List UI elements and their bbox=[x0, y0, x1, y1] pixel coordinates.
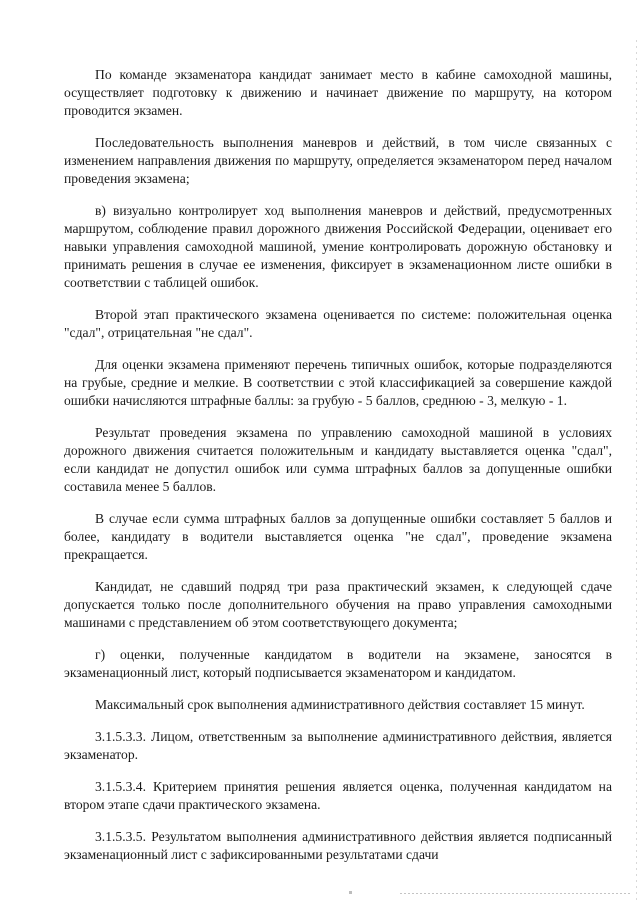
paragraph-3-1-5-3-3: 3.1.5.3.3. Лицом, ответственным за выполнение административного действия, является экзаменатор. bbox=[64, 729, 612, 762]
paragraph-fail-result: В случае если сумма штрафных баллов за допущенные ошибки составляет 5 баллов и более, кандидату в водители выставляется оценка "не сдал", проведение экзамена прекращается. bbox=[64, 511, 612, 562]
scan-dot-artifact bbox=[349, 891, 352, 894]
paragraph-pass-result: Результат проведения экзамена по управлению самоходной машиной в условиях дорожного движения считается положительным и кандидату выставляется оценка "сдал", если кандидат не допустил ошибок или сумма штрафных баллов за допущенные ошибки составила менее 5 баллов. bbox=[64, 425, 612, 494]
paragraph-item-g: г) оценки, полученные кандидатом в водители на экзамене, заносятся в экзаменационный лист, который подписывается экзаменатором и кандидатом. bbox=[64, 647, 612, 680]
paragraph-item-v: в) визуально контролирует ход выполнения маневров и действий, предусмотренных маршрутом, соблюдение правил дорожного движения Российской Федерации, оценивает его навыки управления самоходной машиной, умение контролировать дорожную обстановку и принимать решения в случае ее изменения, фиксирует в экзаменационном листе ошибки в соответствии с таблицей ошибок. bbox=[64, 203, 612, 290]
paragraph-error-classification: Для оценки экзамена применяют перечень типичных ошибок, которые подразделяются на грубые, средние и мелкие. В соответствии с этой классификацией за совершение каждой ошибки начисляются штрафные баллы: за грубую - 5 баллов, среднюю - 3, мелкую - 1. bbox=[64, 357, 612, 408]
scan-edge-artifact bbox=[636, 40, 637, 900]
paragraph-retake-rule: Кандидат, не сдавший подряд три раза практический экзамен, к следующей сдаче допускается только после дополнительного обучения на право управления самоходными машинами с представлением об этом соответствующего документа; bbox=[64, 579, 612, 630]
paragraph-second-stage-grading: Второй этап практического экзамена оценивается по системе: положительная оценка "сдал", отрицательная "не сдал". bbox=[64, 307, 612, 340]
scan-bottom-artifact bbox=[400, 893, 632, 894]
paragraph-3-1-5-3-5: 3.1.5.3.5. Результатом выполнения административного действия является подписанный экзаменационный лист с зафиксированными результатами сдачи bbox=[64, 829, 612, 862]
paragraph-max-duration: Максимальный срок выполнения административного действия составляет 15 минут. bbox=[95, 697, 585, 712]
paragraph-maneuver-sequence: Последовательность выполнения маневров и действий, в том числе связанных с изменением направления движения по маршруту, определяется экзаменатором перед началом проведения экзамена; bbox=[64, 135, 612, 186]
document-body bbox=[64, 66, 612, 864]
paragraph-3-1-5-3-4: 3.1.5.3.4. Критерием принятия решения является оценка, полученная кандидатом на втором этапе сдачи практического экзамена. bbox=[64, 779, 612, 812]
paragraph-exam-start: По команде экзаменатора кандидат занимает место в кабине самоходной машины, осуществляет подготовку к движению и начинает движение по маршруту, на котором проводится экзамен. bbox=[64, 67, 612, 118]
